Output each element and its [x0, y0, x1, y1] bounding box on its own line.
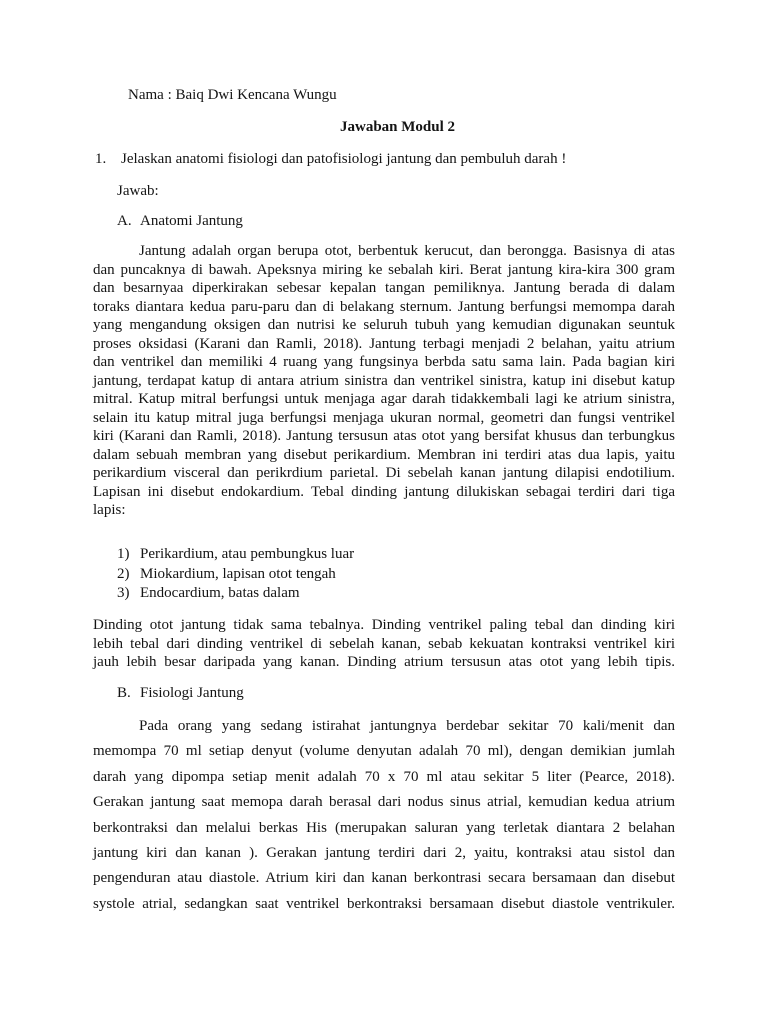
paragraph-line: systole atrial, sedangkan saat ventrikel berkontraksi bersamaan disebut diastole ventrikuler. [93, 895, 675, 912]
paragraph-line: dalam sebuah membran yang disebut perikardium. Membran ini terdiri atas dua lapis, yaitu [93, 446, 675, 463]
paragraph-line: dan puncaknya di bawah. Apeksnya miring ke sebalah kiri. Berat jantung kira-kira 300 gram [93, 261, 675, 278]
list-item-number: 3) [117, 585, 130, 601]
paragraph-line: memompa 70 ml setiap denyut (volume denyutan adalah 70 ml), dengan demikian jumlah [93, 743, 675, 760]
document-title: Jawaban Modul 2 [340, 119, 456, 135]
paragraph-line: Pada orang yang sedang istirahat jantungnya berdebar sekitar 70 kali/menit dan [139, 718, 675, 734]
paragraph-line: perikardium visceral dan perikrdium parietal. Di sebelah kanan jantung dilapisi endotilium. [93, 465, 675, 481]
paragraph-line: jantung kiri dan kanan ). Gerakan jantung terdiri dari 2, yaitu, kontraksi atau sistol dan [93, 845, 675, 861]
paragraph-line: lebih tebal dari dinding ventrikel di sebelah kanan, sebab kekuatan kontraksi ventrikel kiri [93, 635, 675, 652]
paragraph-line: dan besarnyaa diperkirakan sebesar kepalan tangan pemiliknya. Jantung berada di dalam [93, 280, 675, 296]
paragraph-line: mitral. Katup mitral berfungsi untuk menjaga agar darah tidakkembali lagi ke atrium sinistra, [93, 391, 675, 407]
list-item-number: 1) [117, 546, 130, 562]
paragraph-line: Jantung adalah organ berupa otot, berbentuk kerucut, dan berongga. Basisnya di atas [139, 243, 675, 259]
list-item-text: Endocardium, batas dalam [140, 585, 300, 601]
paragraph-line: selain itu katup mitral juga berfungsi menjaga ukuran normal, geometri dan fungsi ventrikel [93, 409, 675, 426]
student-name: Nama : Baiq Dwi Kencana Wungu [128, 87, 337, 103]
section-a-title: Anatomi Jantung [140, 213, 243, 229]
section-a-label: A. [117, 213, 132, 229]
paragraph-line: Gerakan jantung saat memopa darah berasal dari nodus sinus atrial, kemudian kedua atrium [93, 794, 675, 811]
list-item-text: Perikardium, atau pembungkus luar [140, 546, 355, 562]
paragraph-line: dan ventrikel dan memiliki 4 ruang yang fungsinya berbda satu sama lain. Pada bagian kiri [93, 354, 675, 370]
paragraph-line: kiri (Karani dan Ramli, 2018). Jantung tersusun atas otot yang bersifat khusus dan terbungkus [93, 428, 675, 444]
paragraph-line: jauh lebih besar daripada yang kanan. Dinding atrium tersusun atas otot yang lebih tipis. [93, 654, 675, 670]
paragraph-line: berkontraksi dan melalui berkas His (merupakan saluran yang terletak diantara 2 belahan [93, 819, 675, 836]
answer-label: Jawab: [117, 183, 159, 199]
paragraph-line: pengenduran atau diastole. Atrium kiri dan kanan berkontrasi secara bersamaan dan disebut [93, 870, 675, 887]
paragraph-line: toraks diantara kedua paru-paru dan di belakang sternum. Jantung berfungsi memompa darah [93, 298, 675, 315]
section-b-title: Fisiologi Jantung [140, 685, 244, 701]
paragraph-line: Lapisan ini disebut endokardium. Tebal dinding jantung dilukiskan sebagai terdiri dari tiga [93, 483, 675, 500]
paragraph-line: proses oksidasi (Karani dan Ramli, 2018). Jantung terbagi menjadi 2 belahan, yaitu atrium [93, 335, 675, 352]
paragraph-line: yang mengandung oksigen dan nutrisi ke seluruh tubuh yang kemudian digunakan seuntuk [93, 317, 675, 333]
question-text: Jelaskan anatomi fisiologi dan patofisiologi jantung dan pembuluh darah ! [121, 151, 567, 167]
paragraph-line: jantung, terdapat katup di antara atrium sinistra dan ventrikel sinistra, katup ini disebut katup [93, 372, 675, 389]
paragraph-line: lapis: [93, 502, 126, 518]
section-b-label: B. [117, 685, 131, 701]
list-item-number: 2) [117, 566, 130, 582]
list-item-text: Miokardium, lapisan otot tengah [140, 566, 336, 582]
paragraph-line: darah yang dipompa setiap menit adalah 70 x 70 ml atau sekitar 5 liter (Pearce, 2018). [93, 768, 675, 785]
question-number: 1. [95, 151, 107, 167]
paragraph-line: Dinding otot jantung tidak sama tebalnya. Dinding ventrikel paling tebal dan dinding kiri [93, 617, 675, 633]
